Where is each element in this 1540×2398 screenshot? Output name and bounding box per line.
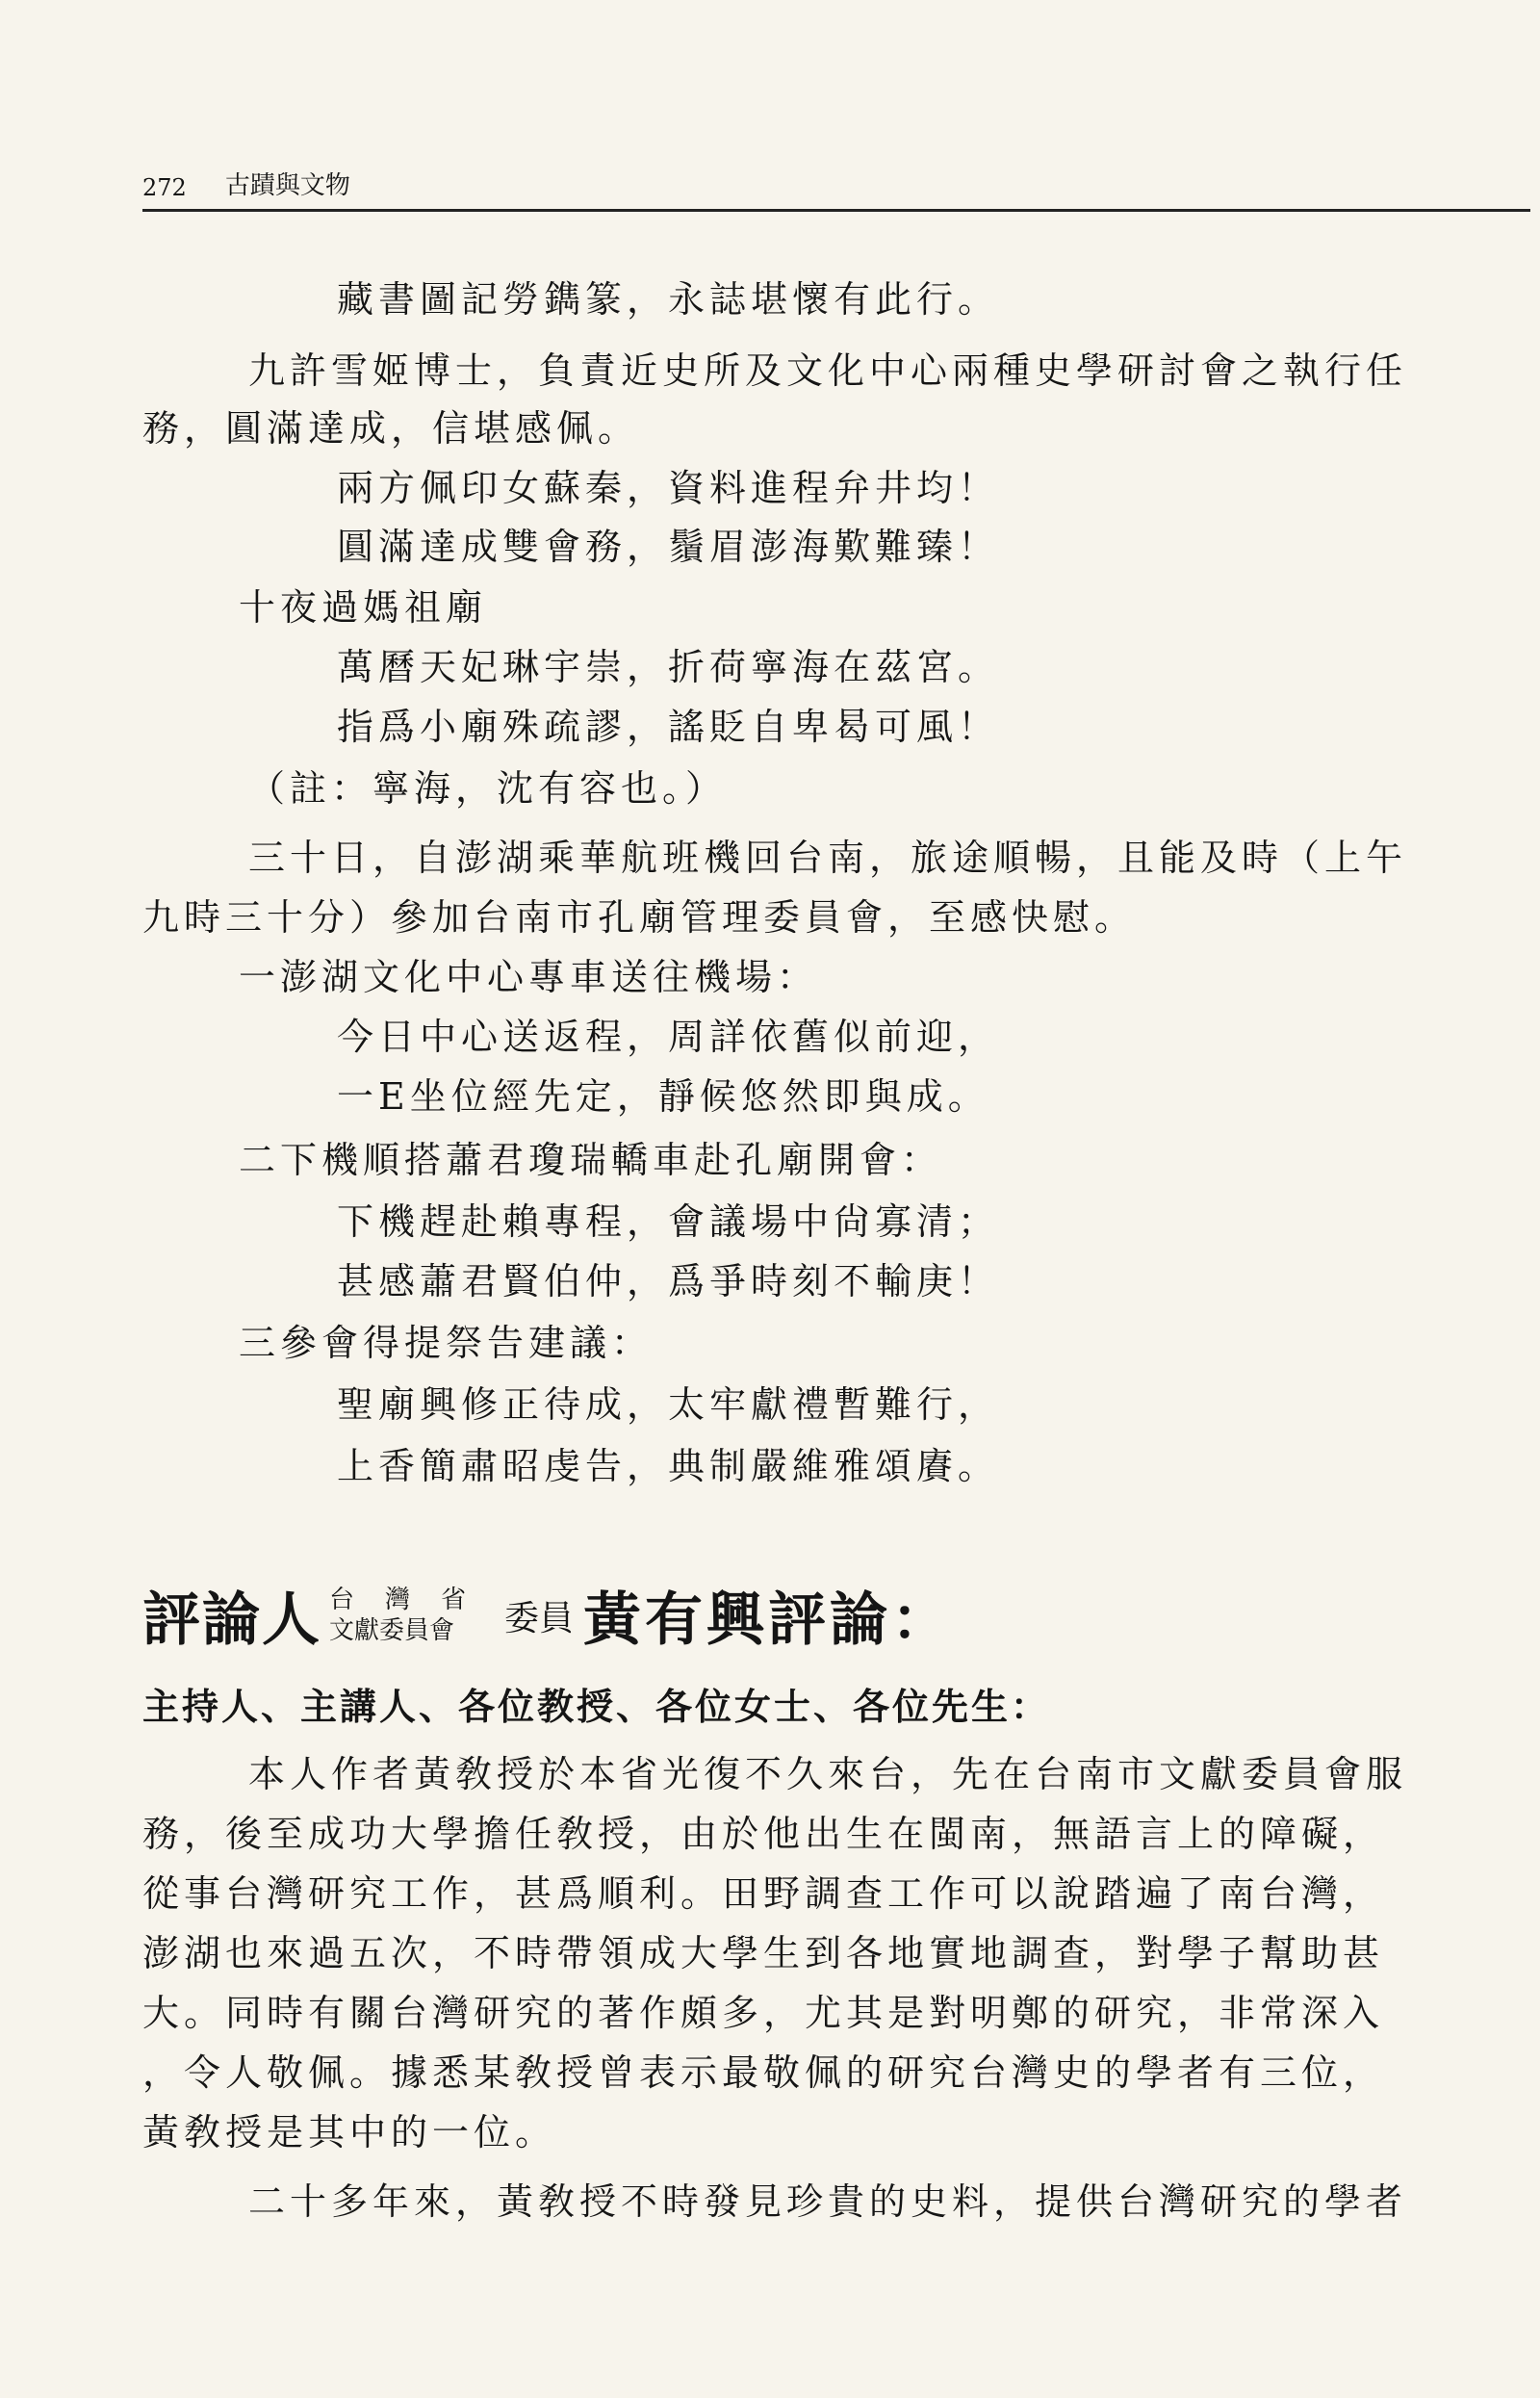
paragraph-line: 務，後至成功大學擔任敎授，由於他出生在閩南，無語言上的障礙， [142, 1813, 1385, 1855]
greeting: 主持人、主講人、各位教授、各位女士、各位先生： [142, 1686, 1051, 1728]
commentator-role: 委員 [504, 1598, 575, 1638]
verse-line: 藏書圖記勞鐫篆，永誌堪懷有此行。 [337, 278, 1000, 321]
commentator-label: 評論人 [142, 1586, 321, 1654]
note-line: （註：寧海，沈有容也。） [248, 767, 728, 810]
subheading: 一澎湖文化中心專車送往機場： [239, 956, 819, 998]
page-header [142, 166, 1530, 212]
commentary-heading [142, 1567, 1394, 1663]
paragraph-line: 黃敎授是其中的一位。 [142, 2111, 557, 2153]
subheading: 二下機順搭蕭君瓊瑞轎車赴孔廟開會： [239, 1139, 943, 1181]
verse-line: 一E坐位經先定，靜候悠然即與成。 [337, 1075, 989, 1118]
verse-line: 聖廟興修正待成，太牢獻禮暫難行， [337, 1383, 1000, 1426]
paragraph-line: 大。同時有關台灣研究的著作頗多，尤其是對明鄭的研究，非常深入 [142, 1992, 1385, 2034]
paragraph-line: 三十日，自澎湖乘華航班機回台南，旅途順暢，且能及時（上午 [248, 837, 1408, 879]
paragraph-line: ，令人敬佩。據悉某敎授曾表示最敬佩的研究台灣史的學者有三位， [142, 2051, 1385, 2094]
verse-line: 今日中心送返程，周詳依舊似前迎， [337, 1016, 1000, 1058]
paragraph-line: 九時三十分）參加台南市孔廟管理委員會，至感快慰。 [142, 896, 1137, 939]
verse-line: 圓滿達成雙會務，鬚眉澎海歎難臻！ [337, 526, 1000, 568]
organization-name [329, 1585, 497, 1646]
paragraph-line: 本人作者黃敎授於本省光復不久來台，先在台南市文獻委員會服 [248, 1753, 1408, 1795]
verse-line: 兩方佩印女蘇秦，資料進程弁井均！ [337, 467, 1000, 509]
verse-line: 上香簡肅昭虔告，典制嚴維雅頌賡。 [337, 1445, 1000, 1487]
book-title: 古蹟與文物 [224, 171, 350, 200]
verse-line: 指爲小廟殊疏謬，謠貶自卑曷可風！ [337, 706, 1000, 748]
commentator-name: 黃有興評論： [583, 1586, 954, 1654]
paragraph-line: 九許雪姬博士，負責近史所及文化中心兩種史學研討會之執行任 [248, 349, 1408, 392]
verse-line: 萬曆天妃琳宇崇，折荷寧海在茲宮。 [337, 646, 1000, 688]
verse-line: 下機趕赴賴專程，會議場中尙寡清； [337, 1200, 1000, 1243]
page-number: 272 [142, 174, 187, 201]
paragraph-line: 澎湖也來過五次，不時帶領成大學生到各地實地調查，對學子幫助甚 [142, 1932, 1385, 1974]
organization-bottom: 文獻委員會 [329, 1616, 455, 1645]
organization-top: 台灣省 [329, 1586, 498, 1614]
paragraph-line: 務，圓滿達成，信堪感佩。 [142, 407, 640, 450]
paragraph-line: 二十多年來，黃敎授不時發見珍貴的史料，提供台灣研究的學者 [248, 2180, 1408, 2223]
verse-line: 甚感蕭君賢伯仲，爲爭時刻不輸庚！ [337, 1260, 1000, 1302]
subheading: 三參會得提祭告建議： [239, 1322, 654, 1364]
subheading: 十夜過媽祖廟 [239, 586, 488, 629]
paragraph-line: 從事台灣研究工作，甚爲順利。田野調查工作可以說踏遍了南台灣， [142, 1872, 1385, 1915]
